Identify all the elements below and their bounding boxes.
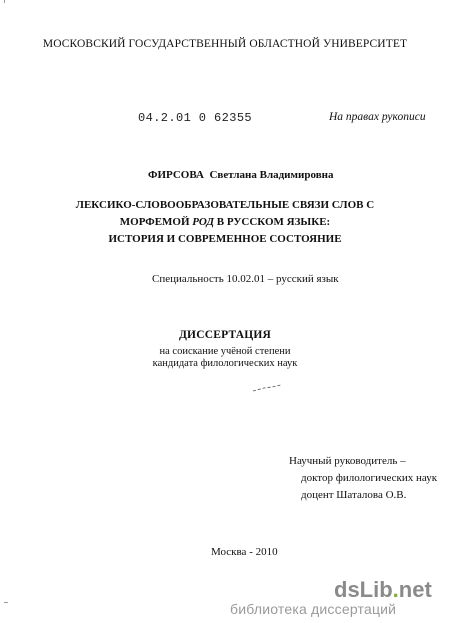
degree-line-1: на соискание учёной степени <box>159 346 291 357</box>
university-name: МОСКОВСКИЙ ГОСУДАРСТВЕННЫЙ ОБЛАСТНОЙ УНИВЕРСИТЕТ <box>42 38 408 50</box>
author-given-names: Светлана Владимировна <box>209 169 334 181</box>
watermark-subtitle: библиотека диссертаций <box>230 601 397 617</box>
stamp-code: 04.2.01 0 62355 <box>138 111 253 125</box>
title-line-2-suffix: В РУССКОМ ЯЗЫКЕ: <box>214 216 331 228</box>
scan-mark-bottom <box>4 602 8 603</box>
degree-line-2: кандидата филологических наук <box>152 358 298 369</box>
supervisor-line-3: доцент Шаталова О.В. <box>301 489 407 501</box>
author-surname: ФИРСОВА <box>148 169 204 181</box>
pen-mark <box>252 384 282 392</box>
watermark-logo <box>334 579 432 602</box>
title-line-2-prefix: МОРФЕМОЙ <box>119 216 193 228</box>
author-name <box>148 169 333 181</box>
city-year: Москва - 2010 <box>211 546 278 558</box>
title-line-2-italic: РОД <box>192 216 215 228</box>
rights-note: На правах рукописи <box>329 111 426 123</box>
scan-mark <box>4 0 5 3</box>
supervisor-line-1: Научный руководитель – <box>289 455 406 467</box>
supervisor-line-2: доктор филологических наук <box>301 472 438 484</box>
specialty: Специальность 10.02.01 – русский язык <box>152 273 339 285</box>
watermark-logo-dot: . <box>392 577 399 602</box>
watermark-logo-tld: net <box>398 577 432 602</box>
watermark-logo-text <box>334 577 432 602</box>
title-line-1: ЛЕКСИКО-СЛОВООБРАЗОВАТЕЛЬНЫЕ СВЯЗИ СЛОВ С <box>75 199 375 211</box>
watermark-logo-main: dsLib <box>334 577 393 602</box>
title-line-3: ИСТОРИЯ И СОВРЕМЕННОЕ СОСТОЯНИЕ <box>108 233 342 245</box>
title-line-2 <box>0 216 450 228</box>
work-type: ДИССЕРТАЦИЯ <box>178 329 272 341</box>
